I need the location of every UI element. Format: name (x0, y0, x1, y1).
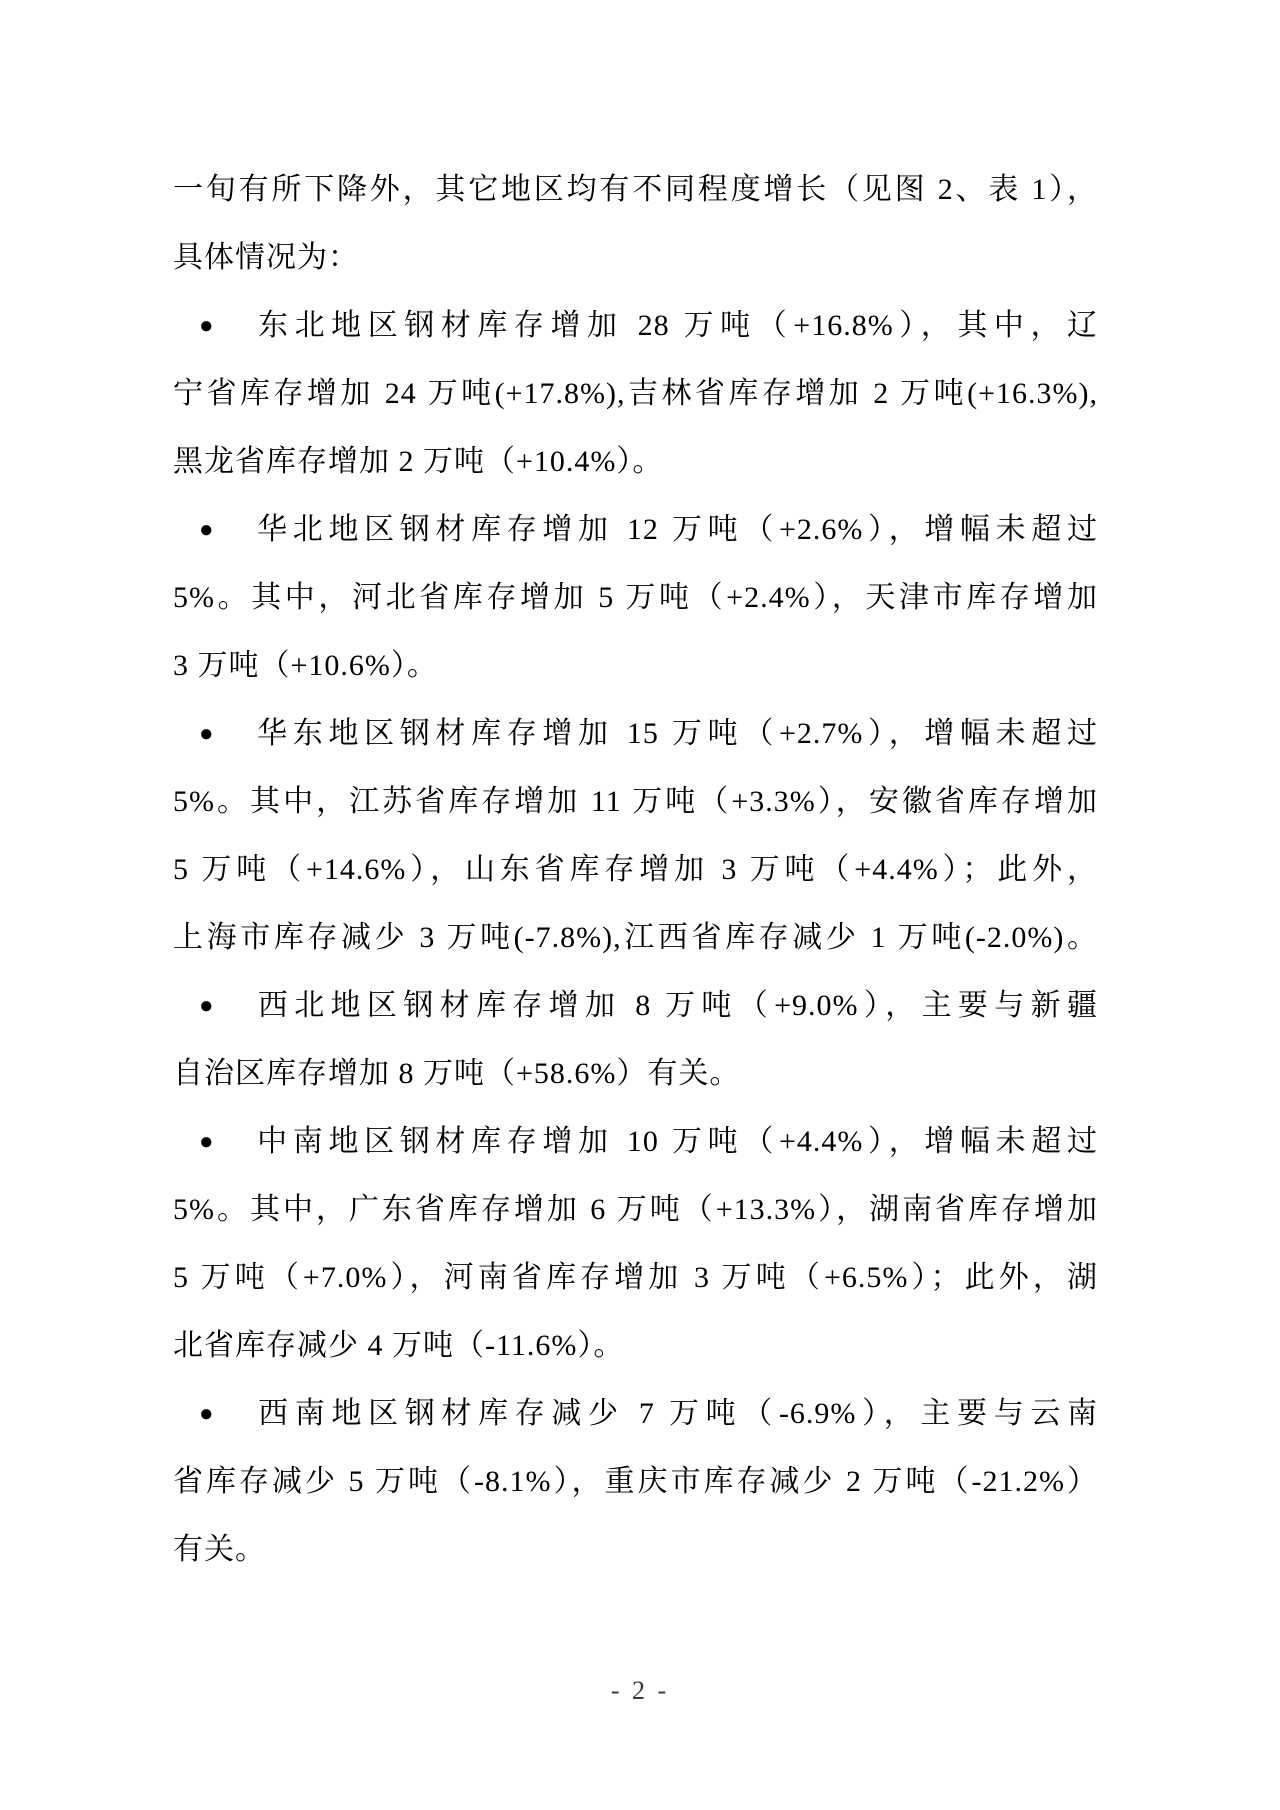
line-text: 5 万吨（+14.6%），山东省库存增加 3 万吨（+4.4%）；此外， (173, 853, 1098, 886)
doc-line (173, 632, 1098, 700)
bullet-icon: ● (199, 1401, 215, 1427)
line-text: 一旬有所下降外，其它地区均有不同程度增长（见图 2、表 1）， (173, 173, 1098, 206)
doc-line (173, 564, 1098, 632)
doc-line (173, 1312, 1098, 1380)
document-body (173, 156, 1098, 1584)
line-text: 北省库存减少 4 万吨（-11.6%）。 (173, 1329, 625, 1362)
line-text: 中南地区钢材库存增加 10 万吨（+4.4%），增幅未超过 (252, 1125, 1098, 1158)
line-text: 东北地区钢材库存增加 28 万吨（+16.8%），其中，辽 (252, 309, 1098, 342)
doc-line-bullet (173, 700, 1098, 768)
doc-line (173, 1448, 1098, 1516)
line-text: 5%。其中，广东省库存增加 6 万吨（+13.3%），湖南省库存增加 (173, 1193, 1098, 1226)
doc-line-bullet (173, 496, 1098, 564)
doc-line (173, 1244, 1098, 1312)
doc-line (173, 1176, 1098, 1244)
line-text: 3 万吨（+10.6%）。 (173, 649, 438, 682)
doc-line (173, 360, 1098, 428)
doc-line (173, 904, 1098, 972)
line-text: 上海市库存减少 3 万吨(-7.8%),江西省库存减少 1 万吨(-2.0%)。 (173, 921, 1098, 954)
doc-line (173, 428, 1098, 496)
line-text: 华北地区钢材库存增加 12 万吨（+2.6%），增幅未超过 (252, 513, 1098, 546)
doc-line (173, 224, 1098, 292)
doc-line (173, 156, 1098, 224)
page-number: - 2 - (610, 1676, 670, 1705)
line-text: 有关。 (173, 1533, 266, 1566)
line-text: 西北地区钢材库存增加 8 万吨（+9.0%），主要与新疆 (252, 989, 1098, 1022)
doc-line (173, 768, 1098, 836)
doc-line-bullet (173, 1108, 1098, 1176)
doc-line (173, 836, 1098, 904)
doc-line-bullet (173, 1380, 1098, 1448)
line-text: 具体情况为： (173, 241, 359, 274)
bullet-icon: ● (199, 721, 215, 747)
bullet-icon: ● (199, 517, 215, 543)
line-text: 宁省库存增加 24 万吨(+17.8%),吉林省库存增加 2 万吨(+16.3%), (173, 377, 1098, 410)
line-text: 西南地区钢材库存减少 7 万吨（-6.9%），主要与云南 (252, 1397, 1098, 1430)
doc-line-bullet (173, 972, 1098, 1040)
bullet-icon: ● (199, 313, 215, 339)
bullet-icon: ● (199, 993, 215, 1019)
bullet-icon: ● (199, 1129, 215, 1155)
line-text: 华东地区钢材库存增加 15 万吨（+2.7%），增幅未超过 (252, 717, 1098, 750)
line-text: 黑龙省库存增加 2 万吨（+10.4%）。 (173, 445, 664, 478)
line-text: 5%。其中，河北省库存增加 5 万吨（+2.4%），天津市库存增加 (173, 581, 1098, 614)
doc-line (173, 1040, 1098, 1108)
line-text: 自治区库存增加 8 万吨（+58.6%）有关。 (173, 1057, 741, 1090)
line-text: 5 万吨（+7.0%），河南省库存增加 3 万吨（+6.5%）；此外，湖 (173, 1261, 1098, 1294)
line-text: 5%。其中，江苏省库存增加 11 万吨（+3.3%），安徽省库存增加 (173, 785, 1098, 818)
line-text: 省库存减少 5 万吨（-8.1%），重庆市库存减少 2 万吨（-21.2%） (173, 1465, 1098, 1498)
doc-line (173, 1516, 1098, 1584)
doc-line-bullet (173, 292, 1098, 360)
